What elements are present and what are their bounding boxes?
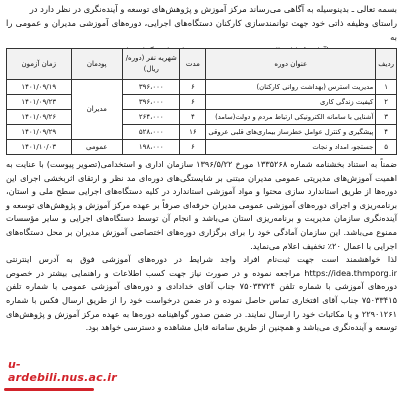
cell-audience-general: عمومی bbox=[71, 140, 122, 155]
header-duration: مدت bbox=[180, 49, 206, 80]
cell-duration: ۴ bbox=[180, 110, 206, 125]
cell-number: ۳ bbox=[376, 110, 397, 125]
table-row bbox=[7, 95, 397, 110]
intro-line-2: راستای وظیفه ذاتی خود جهت توانمندسازی کارکنان دستگاه‌های اجرایی، دوره‌های آموزشی مدیران و عمومی را به bbox=[6, 18, 397, 42]
watermark-text: u-ardebili.nus.ac.ir bbox=[8, 358, 117, 384]
header-audience: پودمان bbox=[71, 49, 122, 80]
cell-number: ۴ bbox=[376, 125, 397, 140]
paragraph-2-end: مراجعه نموده و در صورت نیاز جهت کسب اطلاعات و راهنمایی بیشتر در خصوص دوره‌های آموزشی با شماره تلفن ۷۵۰۳۳۷۲۴ جناب آقای خدادادی و دوره‌های آموزشی عمومی با شماره تلفن ۷۵۰۳۳۴۱۵ جناب آقای افتخاری تماس حاصل نموده و در ضمن درخواست خود را از طریق ارسال فکس با شماره ۲۲۹۰۱۲۶۱ و یا مکاتبات خود را ارسال نمایند. در ضمن صدور گواهینامه دوره‌ها به عهده مرکز آموزش و پژوهش‌های توسعه و آینده‌نگری می‌باشد و همچنین از طریق سامانه قابل مشاهده و دسترسی خواهد بود. bbox=[6, 267, 397, 333]
cell-title: کیفیت زندگی کاری bbox=[206, 95, 376, 110]
body-paragraph-1: ضمناً به استناد بخشنامه شماره ۱۳۳۵۲۶۸ مورخ ۱۳۹۶/۵/۲۲ سازمان اداری و استخدامی(تصویر پیوست) با عنایت به اهمیت آموزش‌های مدیریتی عمومی مدیران مبتنی بر شایستگی‌های دوره‌ای مد نظر و ارتقای اثربخشی اجرای این دوره‌ها از طریق استاندارد سازی محتوا و مواد آموزشی استاندارد در کلیه دستگاه‌های اجرایی سطح ملی و استان، برنامه‌ریزی و اجرای دوره‌های آموزشی عمومی مدیران حرفه‌ای صرفاً بر عهده مرکز آموزش و پژوهش‌های توسعه و آینده‌نگری سازمان مدیریت و برنامه‌ریزی استان می‌باشد و انجام آن توسط دستگاه‌های اجرایی و سایر مؤسسات ممنوع می‌باشد. این سازمان آمادگی خود را برای برگزاری دوره‌های اختصاصی آموزش مدیران بر محل دستگاه‌های اجرایی با اعمال ۲۰٪ تخفیف اعلام می‌نماید. bbox=[6, 159, 397, 251]
table-row bbox=[7, 110, 397, 125]
cell-duration: ۶ bbox=[180, 95, 206, 110]
cell-fee: ۱۹۸،۰۰۰ bbox=[123, 140, 180, 155]
table-row bbox=[7, 80, 397, 95]
intro-line-1: بسمه تعالی ـ بدینوسیله به آگاهی می‌رساند مرکز آموزش و پژوهش‌های توسعه و آینده‌نگری در نظر دارد در bbox=[29, 4, 397, 14]
cell-exam-date: ۱۴۰۱/۱۰/۰۳ bbox=[7, 140, 72, 155]
cell-number: ۵ bbox=[376, 140, 397, 155]
cell-number: ۲ bbox=[376, 95, 397, 110]
body-text bbox=[6, 158, 397, 335]
cell-exam-date: ۱۴۰۱/۰۹/۲۳ bbox=[7, 95, 72, 110]
table-row bbox=[7, 140, 397, 155]
cell-duration: ۶ bbox=[180, 80, 206, 95]
cell-fee: ۳۹۶،۰۰۰ bbox=[123, 95, 180, 110]
cell-title: پیشگیری و کنترل عوامل خطرساز بیماری‌های قلبی عروقی bbox=[206, 125, 376, 140]
cell-audience-managers: مدیران bbox=[71, 80, 122, 140]
header-exam-date: زمان آزمون bbox=[7, 49, 72, 80]
body-paragraph-2 bbox=[6, 253, 397, 335]
cell-duration: ۱۶ bbox=[180, 125, 206, 140]
cell-exam-date: ۱۴۰۱/۰۹/۱۹ bbox=[7, 80, 72, 95]
table-header-row bbox=[7, 49, 397, 80]
site-watermark bbox=[0, 356, 117, 400]
cell-exam-date: ۱۴۰۱/۰۹/۲۶ bbox=[7, 110, 72, 125]
cell-fee: ۵۲۸،۰۰۰ bbox=[123, 125, 180, 140]
header-course-title: عنوان دوره bbox=[206, 49, 376, 80]
header-row-number: ردیف bbox=[376, 49, 397, 80]
table-row bbox=[7, 125, 397, 140]
cell-fee: ۳۹۶،۰۰۰ bbox=[123, 80, 180, 95]
header-fee: شهریه نفر (دوره/ریال) bbox=[123, 49, 180, 80]
cell-fee: ۲۶۴،۰۰۰ bbox=[123, 110, 180, 125]
paragraph-2-start: لذا خواهشمند است جهت ثبت‌نام افراد واجد شرایط در دوره‌های آموزشی فوق به آدرس اینترنتی bbox=[6, 254, 397, 265]
courses-table bbox=[6, 48, 397, 155]
registration-url-link[interactable]: https://idea.thmporg.ir bbox=[304, 267, 397, 278]
watermark-bar bbox=[4, 388, 94, 391]
cell-title: جستجو، امداد و نجات bbox=[206, 140, 376, 155]
cell-title: مدیریت استرس (بهداشت روانی کارکنان) bbox=[206, 80, 376, 95]
cell-title: آشنایی با سامانه الکترونیکی ارتباط مردم و دولت(سامد) bbox=[206, 110, 376, 125]
cell-duration: ۶ bbox=[180, 140, 206, 155]
cell-number: ۱ bbox=[376, 80, 397, 95]
cell-exam-date: ۱۴۰۱/۰۹/۲۹ bbox=[7, 125, 72, 140]
